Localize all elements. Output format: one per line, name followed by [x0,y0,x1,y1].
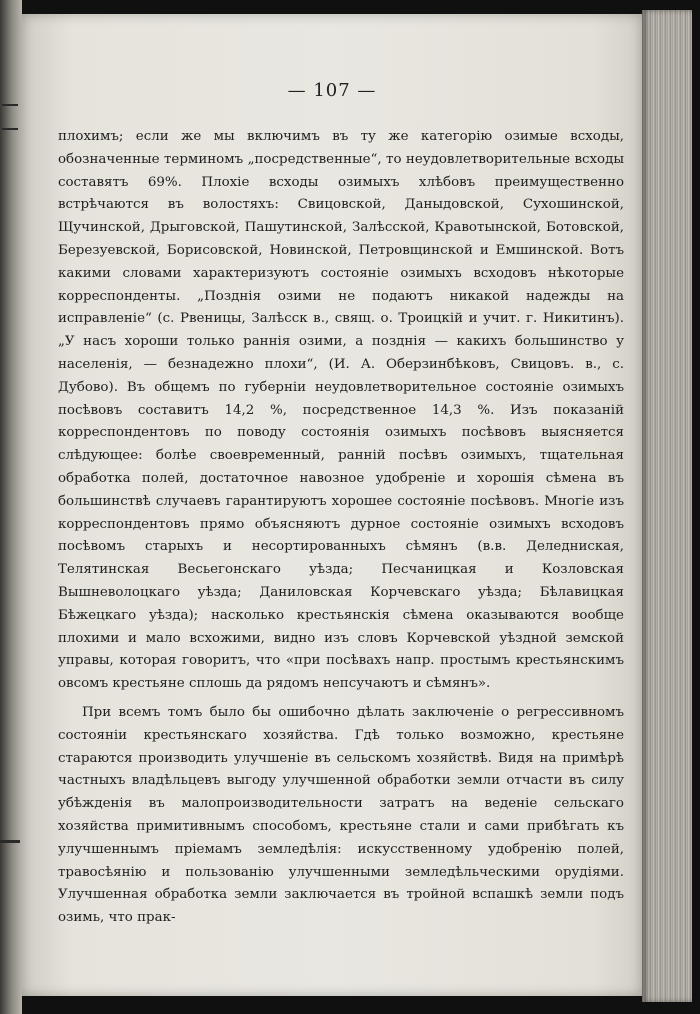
left-page-rule [0,840,20,843]
paragraph-1: плохимъ; если же мы включимъ въ ту же категорію озимые всходы, обозначенные терминомъ „посредственные“, то неудовлетворительные всходы составятъ 69%. Плохіе всходы озимыхъ хлѣбовъ преимущественно встрѣчаются въ волостяхъ: Свицовской, Даныдовской, Сухошинской, Щучинской, Дрыговской, Пашутинской, Залѣсской, Кравотынской, Ботовской, Березуевской, Борисовской, Новинской, Петровщинской и Емшинской. Вотъ какими словами характеризуютъ состояніе озимыхъ всходовъ нѣкоторые корреспонденты. „Позднія озими не подаютъ никакой надежды на исправленіе“ (с. Рвеницы, Залѣсск в., свящ. о. Троицкій и учит. г. Никитинъ). „У насъ хороши только раннія озими, а позднія — какихъ большинство у населенія, — безнадежно плохи“, (И. А. Оберзинбѣковъ, Свицовъ. в., с. Дубово). Въ общемъ по губерніи неудовлетворительное состояніе озимыхъ посѣвовъ составитъ 14,2 %, посредственное 14,3 %. Изъ показаній корреспондентовъ по поводу состоянія озимыхъ посѣвовъ выясняется слѣдующее: болѣе своевременный, ранній посѣвъ озимыхъ, тщательная обработка полей, достаточное навозное удобреніе и хорошія сѣмена въ большинствѣ случаевъ гарантируютъ хорошее состояніе посѣвовъ. Многіе изъ корреспондентовъ прямо объясняютъ дурное состояніе озимыхъ всходовъ посѣвомъ старыхъ и несортированныхъ сѣмянъ (в.в. Деледниская, Телятинская Весьегонскаго уѣзда; Песчаницкая и Козловская Вышневолоцкаго уѣзда; Даниловская Корчевскаго уѣзда; Бѣлавицкая Бѣжецкаго уѣзда); насколько крестьянскія сѣмена оказываются вообще плохими и мало всхожими, видно изъ словъ Корчевской уѣздной земской управы, которая говоритъ, что «при посѣвахъ напр. простымъ крестьянскимъ овсомъ крестьяне сплошь да рядомъ непсучаютъ и сѣмянъ». [58,129,624,692]
book-page-edges [642,10,692,1002]
left-page-text-fragment [2,128,18,130]
page-number: — 107 — [287,80,377,101]
page-body-text [58,126,624,930]
book-page [22,14,642,996]
left-facing-page [0,0,22,1014]
paragraph-2: При всемъ томъ было бы ошибочно дѣлать заключеніе о регрессивномъ состояніи крестьянскаго хозяйства. Гдѣ только возможно, крестьяне стараются производить улучшеніе въ сельскомъ хозяйствѣ. Видя на примѣрѣ частныхъ владѣльцевъ выгоду улучшенной обработки земли отчасти въ силу убѣжденія въ малопроизводительности затратъ на веденіе сельскаго хозяйства примитивнымъ способомъ, крестьяне стали и сами прибѣгать къ улучшеннымъ пріемамъ земледѣлія: искусственному удобренію полей, травосѣянію и пользованію улучшенными земледѣльческими орудіями. Улучшенная обработка земли заключается въ тройной вспашкѣ земли подъ озимь, что прак- [58,704,624,926]
left-page-text-fragment [2,104,18,106]
